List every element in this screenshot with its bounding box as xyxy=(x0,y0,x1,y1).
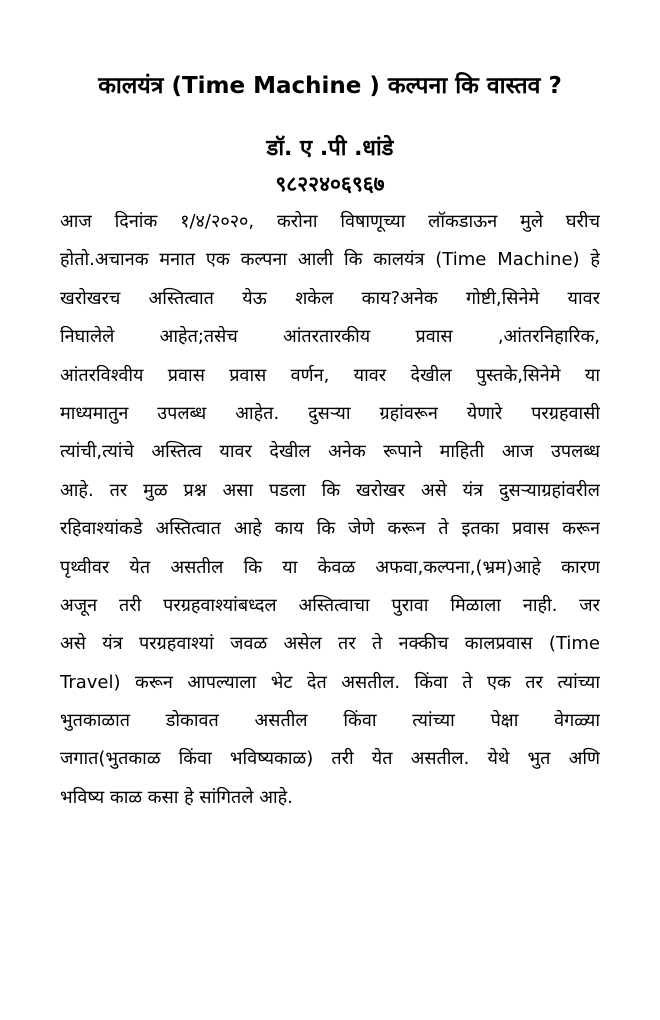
paragraph-line: त्यांची,त्यांचे अस्तित्व यावर देखील अनेक रूपाने माहिती आज उपलब्ध xyxy=(60,441,600,463)
paragraph-line: भविष्य काळ कसा हे सांगितले आहे. xyxy=(60,786,293,808)
author-phone: ९८२२४०६९६७ xyxy=(275,172,385,196)
paragraph-line: रहिवाश्यांकडे अस्तित्वात आहे काय कि जेणे करून ते इतका प्रवास करून xyxy=(60,518,600,540)
paragraph-line: होतो.अचानक मनात एक कल्पना आली कि कालयंत्र (Time Machine) हे xyxy=(60,249,600,271)
document-title: कालयंत्र (Time Machine ) कल्पना कि वास्तव ? xyxy=(98,73,562,99)
paragraph-line: पृथ्वीवर येत असतील कि या केवळ अफवा,कल्पना,(भ्रम)आहे कारण xyxy=(60,556,600,578)
body-paragraph xyxy=(60,207,600,821)
paragraph-line: असे यंत्र परग्रहवाश्यां जवळ असेल तर ते नक्कीच कालप्रवास (Time xyxy=(60,633,600,655)
paragraph-line: आंतरविश्वीय प्रवास प्रवास वर्णन, यावर देखील पुस्तके,सिनेमे या xyxy=(60,364,600,386)
author-name: डॉ. ए .पी .धांडे xyxy=(266,136,394,161)
paragraph-line: Travel) करून आपल्याला भेट देत असतील. किंवा ते एक तर त्यांच्या xyxy=(60,671,600,693)
paragraph-line: खरोखरच अस्तित्वात येऊ शकेल काय?अनेक गोष्टी,सिनेमे यावर xyxy=(60,287,600,309)
paragraph-line: जगात(भुतकाळ किंवा भविष्यकाळ) तरी येत असतील. येथे भुत अणि xyxy=(60,748,600,770)
paragraph-line: भुतकाळात डोकावत असतील किंवा त्यांच्या पेक्षा वेगळ्या xyxy=(60,710,600,732)
paragraph-line: माध्यमातुन उपलब्ध आहेत. दुसऱ्या ग्रहांवरून येणारे परग्रहवासी xyxy=(60,402,600,424)
paragraph-line: आहे. तर मुळ प्रश्न असा पडला कि खरोखर असे यंत्र दुसऱ्याग्रहांवरील xyxy=(60,479,600,501)
paragraph-line: निघालेले आहेत;तसेच आंतरतारकीय प्रवास ,आंतरनिहारिक, xyxy=(60,326,600,348)
paragraph-line: अजून तरी परग्रहवाश्यांबध्दल अस्तित्वाचा पुरावा मिळाला नाही. जर xyxy=(60,594,600,616)
paragraph-line: आज दिनांक १/४/२०२०, करोना विषाणूच्या लॉकडाऊन मुले घरीच xyxy=(60,211,600,232)
